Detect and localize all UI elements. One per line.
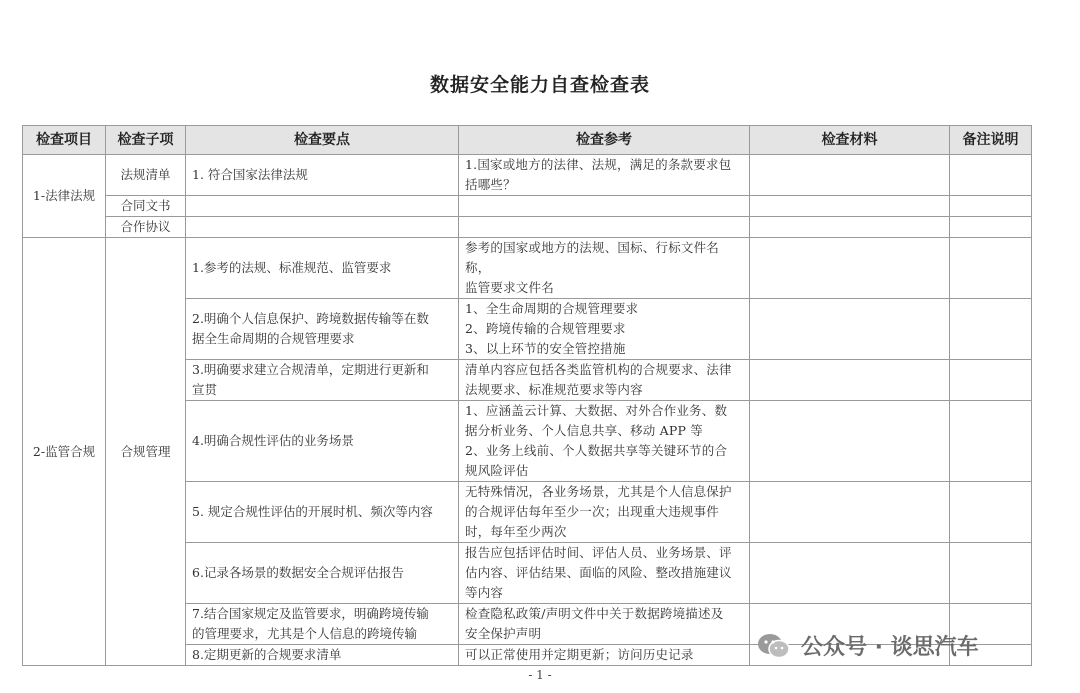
point-line: 宣贯 [192, 382, 218, 397]
check-reference-cell [459, 401, 750, 482]
check-reference-cell [459, 196, 750, 217]
point-line: 4.明确合规性评估的业务场景 [192, 433, 354, 448]
reference-line: 的合规评估每年至少一次；出现重大违规事件 [465, 504, 720, 519]
point-line: 6.记录各场景的数据安全合规评估报告 [192, 565, 404, 580]
materials-cell[interactable] [750, 543, 950, 604]
reference-line: 监管要求文件名 [465, 280, 554, 295]
remarks-cell[interactable] [950, 482, 1032, 543]
reference-line: 无特殊情况，各业务场景，尤其是个人信息保护 [465, 484, 732, 499]
check-point-cell [186, 604, 459, 645]
remarks-cell[interactable] [950, 299, 1032, 360]
check-point-cell [186, 299, 459, 360]
subitem-cell: 合规管理 [106, 238, 186, 666]
reference-line: 法规要求、标准规范要求等内容 [465, 382, 643, 397]
check-reference-cell [459, 238, 750, 299]
section-item-label: 1-法律法规 [23, 155, 106, 238]
materials-cell[interactable] [750, 155, 950, 196]
table-row [23, 217, 1032, 238]
materials-cell[interactable] [750, 196, 950, 217]
point-line: 2.明确个人信息保护、跨境数据传输等在数 [192, 311, 429, 326]
check-point-cell [186, 238, 459, 299]
page-number: - 1 - [528, 668, 552, 682]
materials-cell[interactable] [750, 299, 950, 360]
point-line: 的管理要求，尤其是个人信息的跨境传输 [192, 626, 418, 641]
reference-line: 检查隐私政策/声明文件中关于数据跨境描述及 [465, 606, 724, 621]
point-line: 3.明确要求建立合规清单，定期进行更新和 [192, 362, 429, 377]
header-check-reference: 检查参考 [459, 126, 750, 155]
check-reference-cell [459, 543, 750, 604]
header-check-materials: 检查材料 [750, 126, 950, 155]
subitem-cell: 合同文书 [106, 196, 186, 217]
check-reference-cell [459, 604, 750, 645]
remarks-cell[interactable] [950, 217, 1032, 238]
remarks-cell[interactable] [950, 543, 1032, 604]
header-check-subitem: 检查子项 [106, 126, 186, 155]
reference-line: 1、应涵盖云计算、大数据、对外合作业务、数 [465, 403, 728, 418]
check-point-cell [186, 196, 459, 217]
reference-line: 1.国家或地方的法律、法规，满足的条款要求包 [465, 157, 732, 172]
reference-line: 3、以上环节的安全管控措施 [465, 341, 626, 356]
header-remarks: 备注说明 [950, 126, 1032, 155]
reference-line: 清单内容应包括各类监管机构的合规要求、法律 [465, 362, 732, 377]
section-item-label: 2-监管合规 [23, 238, 106, 666]
table-header-row [23, 126, 1032, 155]
materials-cell[interactable] [750, 401, 950, 482]
table-row [23, 155, 1032, 196]
check-reference-cell [459, 217, 750, 238]
check-point-cell [186, 360, 459, 401]
check-point-cell [186, 401, 459, 482]
remarks-cell[interactable] [950, 155, 1032, 196]
remarks-cell[interactable] [950, 238, 1032, 299]
watermark [757, 630, 979, 661]
checklist-table [22, 125, 1032, 666]
reference-line: 估内容、评估结果、面临的风险、整改措施建议 [465, 565, 732, 580]
table-row [23, 196, 1032, 217]
check-reference-cell [459, 155, 750, 196]
reference-line: 规风险评估 [465, 463, 529, 478]
table-row [23, 238, 1032, 299]
remarks-cell[interactable] [950, 360, 1032, 401]
materials-cell[interactable] [750, 217, 950, 238]
subitem-cell: 法规清单 [106, 155, 186, 196]
reference-line: 报告应包括评估时间、评估人员、业务场景、评 [465, 545, 732, 560]
reference-line: 参考的国家或地方的法规、国标、行标文件名称， [465, 240, 720, 275]
check-point-cell: 1. 符合国家法律法规 [186, 155, 459, 196]
reference-line: 2、跨境传输的合规管理要求 [465, 321, 626, 336]
header-check-item: 检查项目 [23, 126, 106, 155]
point-line: 7.结合国家规定及监管要求，明确跨境传输 [192, 606, 429, 621]
header-check-points: 检查要点 [186, 126, 459, 155]
wechat-icon [757, 632, 791, 660]
subitem-cell: 合作协议 [106, 217, 186, 238]
document-title: 数据安全能力自查检查表 [429, 74, 650, 96]
reference-line: 时，每年至少两次 [465, 524, 567, 539]
reference-line: 1、全生命周期的合规管理要求 [465, 301, 639, 316]
reference-line: 据分析业务、个人信息共享、移动 APP 等 [465, 423, 703, 438]
check-point-cell [186, 217, 459, 238]
reference-line: 括哪些？ [465, 177, 516, 192]
point-line: 据全生命周期的合规管理要求 [192, 331, 355, 346]
point-line: 5. 规定合规性评估的开展时机、频次等内容 [192, 504, 433, 519]
materials-cell[interactable] [750, 360, 950, 401]
point-line: 8.定期更新的合规要求清单 [192, 647, 342, 662]
remarks-cell[interactable] [950, 401, 1032, 482]
point-line: 1.参考的法规、标准规范、监管要求 [192, 260, 392, 275]
reference-line: 可以正常使用并定期更新；访问历史记录 [465, 647, 694, 662]
check-reference-cell [459, 482, 750, 543]
check-point-cell [186, 482, 459, 543]
reference-line: 安全保护声明 [465, 626, 542, 641]
reference-line: 2、业务上线前、个人数据共享等关键环节的合 [465, 443, 728, 458]
materials-cell[interactable] [750, 238, 950, 299]
reference-line: 等内容 [465, 585, 504, 600]
check-point-cell [186, 543, 459, 604]
check-reference-cell [459, 360, 750, 401]
watermark-text: 公众号 · 谈思汽车 [801, 635, 979, 660]
check-reference-cell [459, 645, 750, 666]
check-point-cell [186, 645, 459, 666]
check-reference-cell [459, 299, 750, 360]
remarks-cell[interactable] [950, 196, 1032, 217]
materials-cell[interactable] [750, 482, 950, 543]
